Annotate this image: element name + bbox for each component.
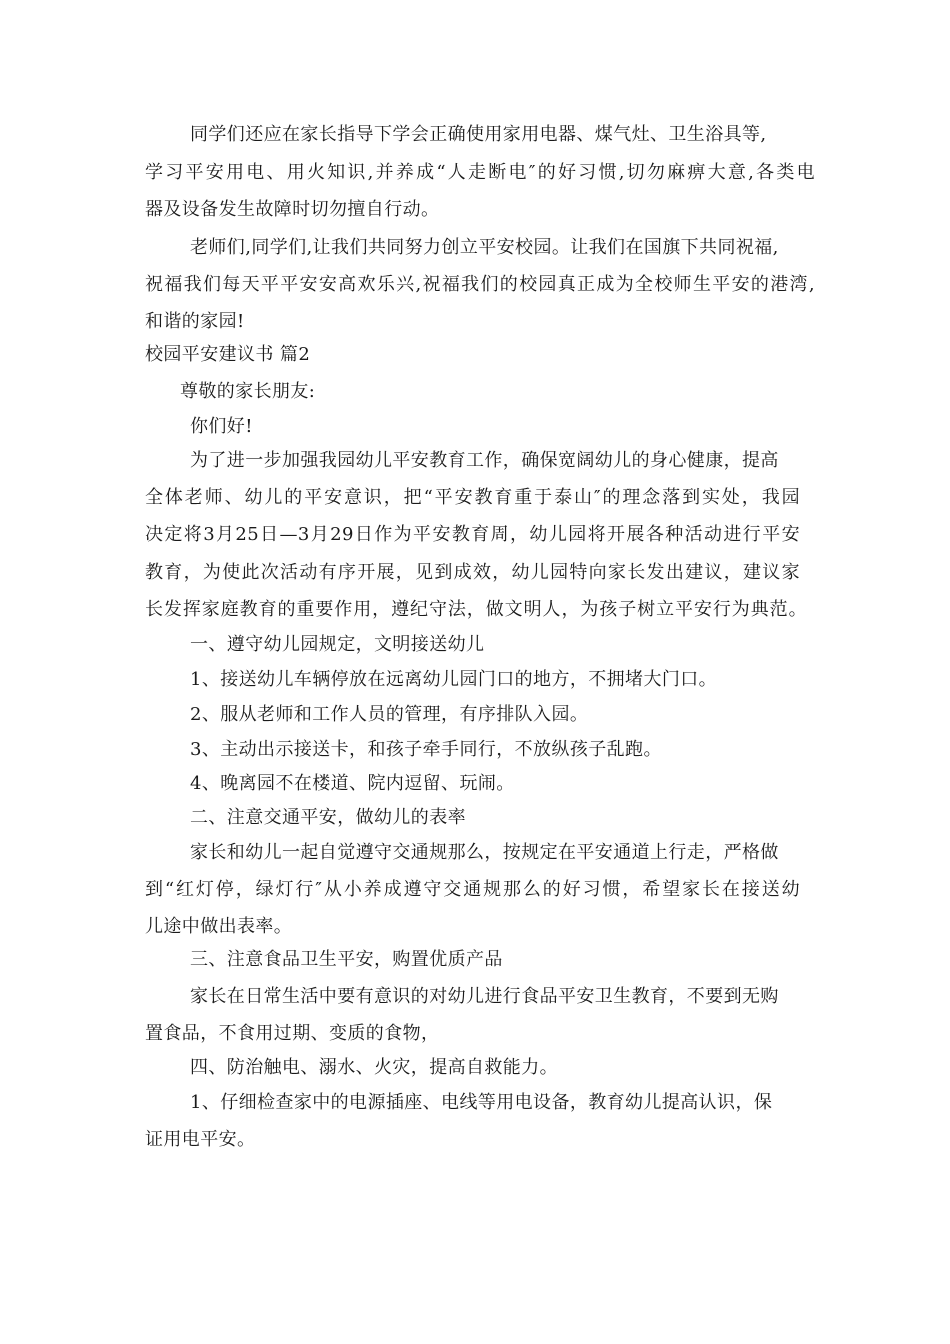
text-line: 证用电平安。 (145, 1129, 256, 1150)
greeting: 你们好! (190, 416, 253, 437)
text-line: 到“红灯停，绿灯行″从小养成遵守交通规那么的好习惯，希望家长在接送幼 (145, 879, 800, 900)
text-line: 老师们,同学们,让我们共同努力创立平安校园。让我们在国旗下共同祝福, (190, 237, 779, 258)
text-line: 置食品，不食用过期、变质的食物， (145, 1023, 440, 1044)
text-line: 教育，为使此次活动有序开展，见到成效，幼儿园特向家长发出建议，建议家 (145, 562, 800, 583)
list-heading: 二、注意交通平安，做幼儿的表率 (190, 807, 466, 828)
text-line: 儿途中做出表率。 (145, 916, 293, 937)
list-heading: 三、注意食品卫生平安，购置优质产品 (190, 949, 503, 970)
list-item: 3、主动出示接送卡，和孩子牵手同行，不放纵孩子乱跑。 (190, 739, 662, 760)
text-line: 为了进一步加强我园幼儿平安教育工作，确保宽阔幼儿的身心健康，提高 (190, 450, 779, 471)
text-line: 祝福我们每天平平安安高欢乐兴,祝福我们的校园真正成为全校师生平安的港湾, (145, 274, 815, 295)
text-line: 家长和幼儿一起自觉遵守交通规那么，按规定在平安通道上行走，严格做 (190, 842, 779, 863)
text-line: 同学们还应在家长指导下学会正确使用家用电器、煤气灶、卫生浴具等, (190, 124, 767, 145)
salutation: 尊敬的家长朋友: (180, 381, 316, 402)
text-line: 长发挥家庭教育的重要作用，遵纪守法，做文明人，为孩子树立平安行为典范。 (145, 599, 807, 620)
list-heading: 四、防治触电、溺水、火灾，提高自救能力。 (190, 1057, 558, 1078)
list-item: 4、晚离园不在楼道、院内逗留、玩闹。 (190, 773, 515, 794)
list-item: 2、服从老师和工作人员的管理，有序排队入园。 (190, 704, 589, 725)
list-item: 1、接送幼儿车辆停放在远离幼儿园门口的地方，不拥堵大门口。 (190, 669, 718, 690)
section-heading: 校园平安建议书 篇2 (145, 344, 311, 365)
text-line: 家长在日常生活中要有意识的对幼儿进行食品平安卫生教育，不要到无购 (190, 986, 779, 1007)
text-line: 和谐的家园! (145, 311, 245, 332)
text-line: 学习平安用电、用火知识,并养成“人走断电″的好习惯,切勿麻痹大意,各类电 (145, 162, 815, 183)
text-line: 决定将3月25日—3月29日作为平安教育周，幼儿园将开展各种活动进行平安 (145, 524, 800, 545)
list-item: 1、仔细检查家中的电源插座、电线等用电设备，教育幼儿提高认识，保 (190, 1092, 773, 1113)
text-line: 器及设备发生故障时切勿擅自行动。 (145, 199, 440, 220)
list-heading: 一、遵守幼儿园规定，文明接送幼儿 (190, 634, 485, 655)
text-line: 全体老师、幼儿的平安意识，把“平安教育重于泰山″的理念落到实处，我园 (145, 487, 800, 508)
